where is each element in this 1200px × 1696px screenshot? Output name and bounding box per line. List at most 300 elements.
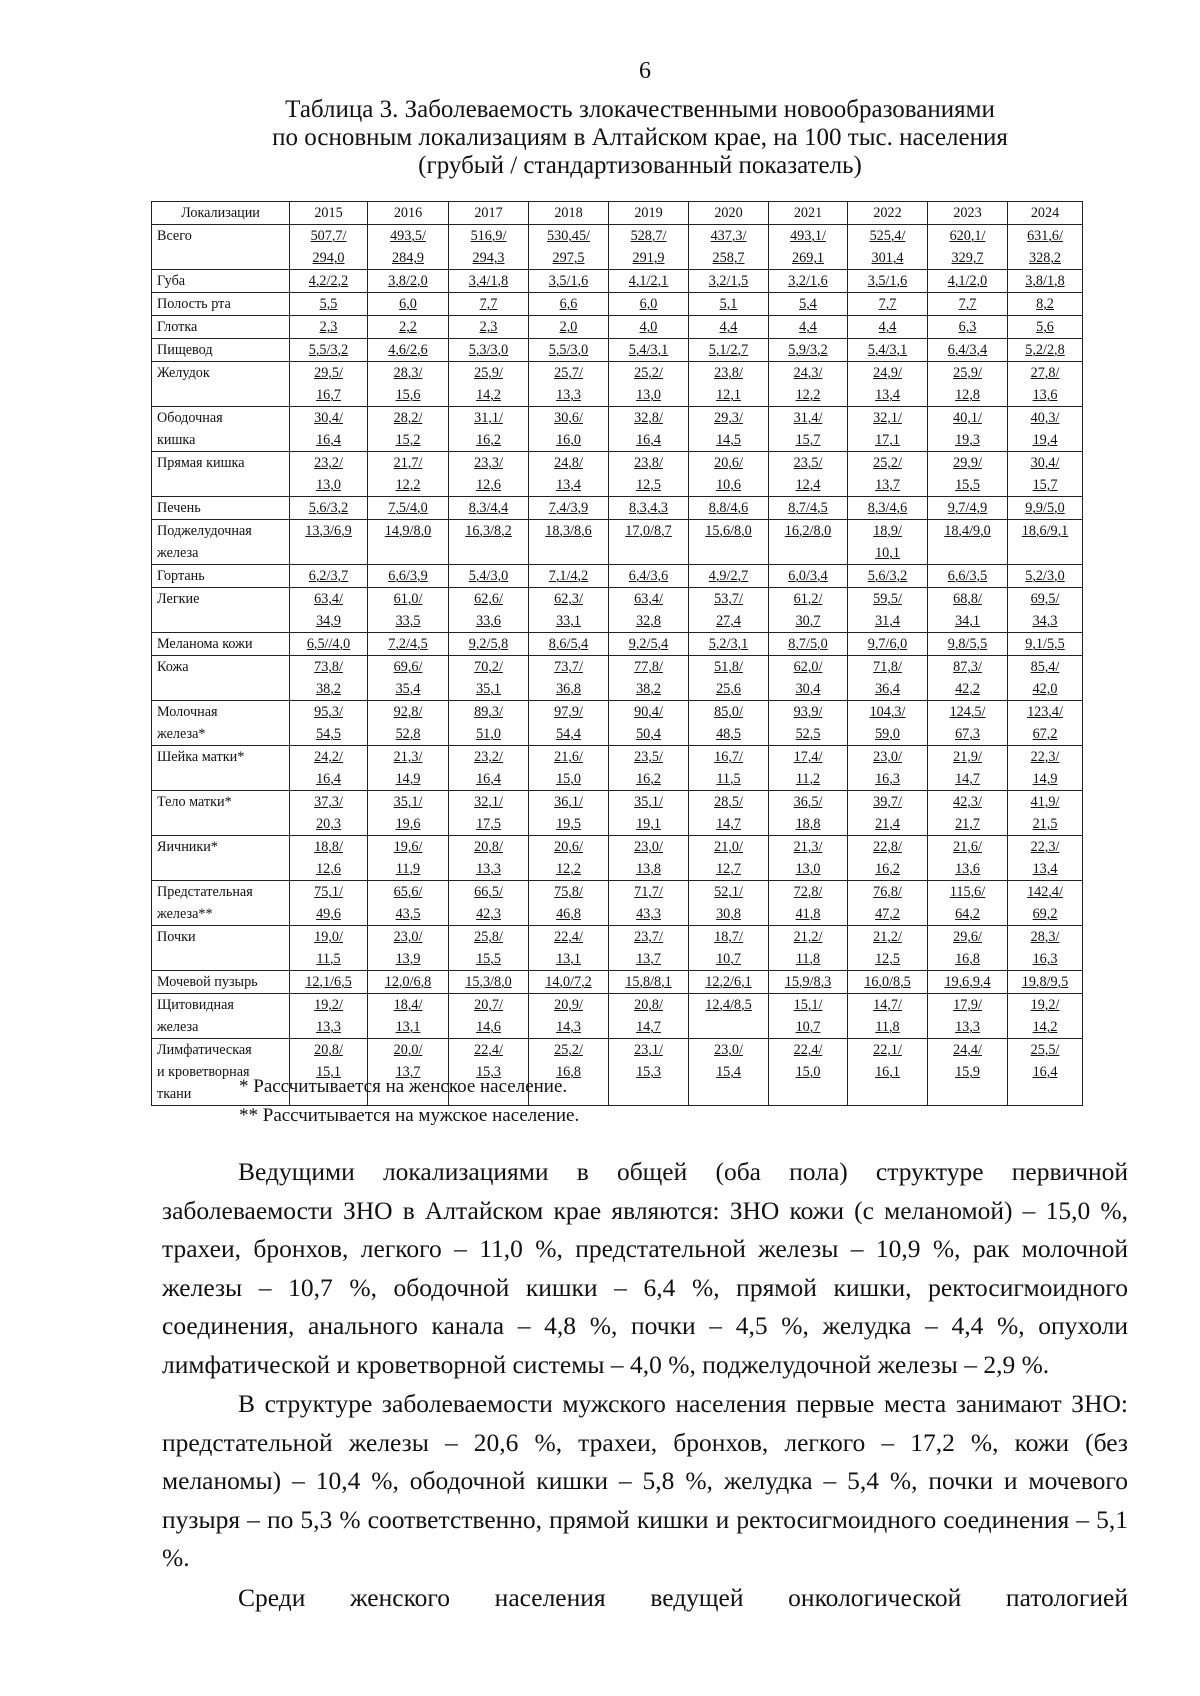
value-text: 87,3/ 42,2	[953, 659, 982, 697]
value-cell	[689, 339, 769, 362]
value-cell	[848, 225, 928, 270]
value-cell	[368, 701, 449, 746]
table-row	[152, 971, 1083, 994]
value-cell	[609, 881, 689, 926]
value-cell	[290, 362, 368, 407]
value-text: 23,8/ 12,1	[714, 365, 743, 403]
value-cell	[769, 293, 848, 316]
value-text: 18,6/9,1	[1021, 523, 1069, 539]
value-text: 14,9/8,0	[384, 523, 432, 539]
page-number: 6	[639, 58, 651, 84]
value-text: 25,7/ 13,3	[554, 365, 583, 403]
value-cell	[368, 270, 449, 293]
value-cell	[769, 994, 848, 1039]
value-text: 12,1/6,5	[305, 974, 352, 990]
value-text: 92,8/ 52,8	[393, 704, 423, 742]
value-text: 93,9/ 52,5	[793, 704, 823, 742]
value-cell	[290, 926, 368, 971]
header-year: 2024	[1008, 202, 1083, 225]
value-cell	[368, 339, 449, 362]
value-cell	[449, 656, 529, 701]
value-cell	[689, 701, 769, 746]
value-text: 5,2/2,8	[1025, 342, 1065, 358]
value-cell	[529, 270, 609, 293]
value-text: 30,4/ 15,7	[1030, 455, 1060, 493]
value-text: 41,9/ 21,5	[1030, 794, 1060, 832]
value-text: 40,1/ 19,3	[953, 410, 982, 448]
localization-cell: Поджелудочная железа	[152, 520, 290, 565]
value-cell	[928, 497, 1008, 520]
value-cell	[769, 270, 848, 293]
value-text: 2,0	[559, 319, 578, 335]
value-cell	[1008, 293, 1083, 316]
value-text: 62,6/ 33,6	[474, 591, 503, 629]
table-row	[152, 656, 1083, 701]
value-text: 4,1/2,1	[628, 273, 669, 289]
value-cell	[769, 633, 848, 656]
value-text: 35,1/ 19,6	[393, 794, 423, 832]
value-text: 5,5/3,0	[548, 342, 589, 358]
value-text: 493,5/ 284,9	[390, 228, 426, 266]
value-text: 23,0/ 15,4	[714, 1042, 743, 1080]
value-text: 52,1/ 30,8	[714, 884, 743, 922]
value-text: 23,3/ 12,6	[474, 455, 503, 493]
value-cell	[848, 836, 928, 881]
value-text: 525,4/ 301,4	[869, 228, 906, 266]
value-cell	[928, 270, 1008, 293]
value-cell	[449, 316, 529, 339]
value-cell	[928, 565, 1008, 588]
value-text: 20,8/ 13,3	[474, 839, 503, 877]
value-cell	[928, 701, 1008, 746]
value-text: 24,8/ 13,4	[554, 455, 583, 493]
value-text: 6,0	[399, 296, 417, 312]
value-cell	[1008, 791, 1083, 836]
value-text: 22,4/ 15,0	[793, 1042, 823, 1080]
value-cell	[769, 881, 848, 926]
value-text: 61,2/ 30,7	[793, 591, 823, 629]
value-cell	[928, 791, 1008, 836]
value-text: 53,7/ 27,4	[714, 591, 743, 629]
value-text: 3,8/1,8	[1025, 273, 1065, 289]
value-text: 24,4/ 15,9	[953, 1042, 982, 1080]
value-text: 6,4/3,4	[947, 342, 988, 358]
value-text: 19,2/ 14,2	[1030, 997, 1060, 1035]
value-cell	[609, 520, 689, 565]
value-cell	[769, 565, 848, 588]
value-cell	[449, 701, 529, 746]
value-text: 18,4/ 13,1	[393, 997, 423, 1035]
value-text: 12,2/6,1	[705, 974, 752, 990]
value-text: 19,6/ 11,9	[393, 839, 423, 877]
localization-cell: Всего	[152, 225, 290, 270]
table-row	[152, 701, 1083, 746]
value-cell	[1008, 588, 1083, 633]
value-text: 23,0/ 16,3	[873, 749, 902, 787]
value-cell	[290, 791, 368, 836]
value-text: 72,8/ 41,8	[793, 884, 823, 922]
value-text: 437,3/ 258,7	[710, 228, 747, 266]
value-text: 19,2/ 13,3	[314, 997, 343, 1035]
value-text: 3,5/1,6	[867, 273, 908, 289]
table-row	[152, 994, 1083, 1039]
value-cell	[290, 994, 368, 1039]
value-cell	[848, 452, 928, 497]
localization-cell: Яичники*	[152, 836, 290, 881]
value-text: 28,3/ 16,3	[1030, 929, 1060, 967]
value-text: 59,5/ 31,4	[873, 591, 902, 629]
value-cell	[689, 971, 769, 994]
value-cell	[928, 1039, 1008, 1106]
value-text: 6,4/3,6	[628, 568, 669, 584]
value-text: 15,1/ 10,7	[793, 997, 823, 1035]
value-text: 620,1/ 329,7	[949, 228, 986, 266]
value-cell	[449, 293, 529, 316]
value-text: 37,3/ 20,3	[314, 794, 343, 832]
value-text: 5,1	[719, 296, 738, 312]
value-cell	[928, 881, 1008, 926]
value-cell	[609, 270, 689, 293]
value-text: 24,9/ 13,4	[873, 365, 902, 403]
value-cell	[848, 316, 928, 339]
value-text: 4,9/2,7	[708, 568, 749, 584]
value-cell	[689, 1039, 769, 1106]
localization-cell: Почки	[152, 926, 290, 971]
value-cell	[449, 565, 529, 588]
localization-cell: Кожа	[152, 656, 290, 701]
value-text: 9,2/5,4	[628, 636, 669, 652]
value-text: 70,2/ 35,1	[474, 659, 503, 697]
value-text: 23,0/ 13,8	[634, 839, 663, 877]
value-text: 23,2/ 13,0	[314, 455, 343, 493]
value-cell	[609, 316, 689, 339]
value-text: 12,0/6,8	[384, 974, 432, 990]
value-cell	[609, 926, 689, 971]
value-cell	[769, 316, 848, 339]
table-row	[152, 452, 1083, 497]
value-text: 32,8/ 16,4	[634, 410, 663, 448]
value-cell	[290, 746, 368, 791]
value-cell	[1008, 836, 1083, 881]
value-text: 7,2/4,5	[388, 636, 428, 652]
value-cell	[368, 971, 449, 994]
value-text: 20,9/ 14,3	[554, 997, 583, 1035]
value-text: 30,4/ 16,4	[314, 410, 343, 448]
value-text: 15,9/8,3	[784, 974, 832, 990]
value-cell	[449, 497, 529, 520]
value-text: 36,5/ 18,8	[793, 794, 823, 832]
value-cell	[1008, 316, 1083, 339]
value-cell	[609, 971, 689, 994]
value-cell	[290, 633, 368, 656]
value-cell	[848, 270, 928, 293]
value-cell	[689, 293, 769, 316]
value-cell	[368, 791, 449, 836]
value-cell	[529, 225, 609, 270]
value-cell	[848, 701, 928, 746]
value-cell	[368, 746, 449, 791]
value-text: 493,1/ 269,1	[790, 228, 826, 266]
value-cell	[529, 994, 609, 1039]
value-cell	[689, 836, 769, 881]
title-line-3: (грубый / стандартизованный показатель)	[418, 152, 862, 179]
value-cell	[449, 588, 529, 633]
value-text: 9,8/5,5	[947, 636, 988, 652]
table-row	[152, 791, 1083, 836]
value-cell	[290, 407, 368, 452]
value-cell	[449, 520, 529, 565]
table-row	[152, 836, 1083, 881]
localization-cell: Шейка матки*	[152, 746, 290, 791]
header-year: 2015	[290, 202, 368, 225]
value-text: 7,1/4,2	[548, 568, 589, 584]
value-text: 8,2	[1036, 296, 1054, 312]
value-cell	[769, 225, 848, 270]
value-text: 3,8/2,0	[388, 273, 428, 289]
value-cell	[290, 520, 368, 565]
value-cell	[609, 339, 689, 362]
value-text: 9,9/5,0	[1025, 500, 1065, 516]
value-cell	[848, 791, 928, 836]
value-text: 21,3/ 13,0	[793, 839, 823, 877]
value-text: 25,9/ 14,2	[474, 365, 503, 403]
value-cell	[290, 316, 368, 339]
table-row	[152, 293, 1083, 316]
value-text: 4,0	[639, 319, 658, 335]
value-cell	[928, 746, 1008, 791]
value-text: 3,4/1,8	[468, 273, 509, 289]
value-text: 25,8/ 15,5	[474, 929, 503, 967]
value-cell	[928, 362, 1008, 407]
value-text: 18,7/ 10,7	[714, 929, 743, 967]
value-text: 20,7/ 14,6	[474, 997, 503, 1035]
value-text: 6,0/3,4	[788, 568, 828, 584]
value-text: 8,8/4,6	[708, 500, 749, 516]
value-cell	[449, 452, 529, 497]
value-text: 23,2/ 16,4	[474, 749, 503, 787]
value-text: 9,2/5,8	[468, 636, 509, 652]
value-text: 16,7/ 11,5	[714, 749, 743, 787]
title-line-2: по основным локализациям в Алтайском крае, на 100 тыс. населения	[272, 124, 1008, 151]
value-text: 68,8/ 34,1	[953, 591, 982, 629]
value-text: 5,6/3,2	[308, 500, 349, 516]
value-text: 8,7/5,0	[788, 636, 828, 652]
value-cell	[529, 836, 609, 881]
value-cell	[609, 588, 689, 633]
value-cell	[1008, 1039, 1083, 1106]
value-text: 95,3/ 54,5	[314, 704, 343, 742]
value-text: 5,2/3,1	[708, 636, 749, 652]
value-cell	[689, 407, 769, 452]
value-text: 5,5	[319, 296, 338, 312]
value-text: 18,9/ 10,1	[873, 523, 902, 561]
value-text: 3,2/1,6	[788, 273, 828, 289]
value-text: 29,5/ 16,7	[314, 365, 343, 403]
value-text: 22,4/ 15,3	[474, 1042, 503, 1080]
value-cell	[609, 452, 689, 497]
value-cell	[290, 701, 368, 746]
value-text: 6,0	[639, 296, 658, 312]
value-text: 17,0/8,7	[625, 523, 672, 539]
value-text: 6,6	[559, 296, 578, 312]
table-header-row	[152, 202, 1083, 225]
value-cell	[609, 293, 689, 316]
value-cell	[609, 656, 689, 701]
value-text: 29,9/ 15,5	[953, 455, 982, 493]
value-cell	[689, 497, 769, 520]
value-text: 18,4/9,0	[944, 523, 991, 539]
value-text: 90,4/ 50,4	[634, 704, 663, 742]
value-text: 6,5//4,0	[306, 636, 351, 652]
value-text: 71,7/ 43,3	[634, 884, 663, 922]
value-cell	[290, 836, 368, 881]
header-year: 2018	[529, 202, 609, 225]
value-cell	[689, 588, 769, 633]
value-cell	[1008, 994, 1083, 1039]
value-cell	[1008, 926, 1083, 971]
value-cell	[290, 971, 368, 994]
table-row	[152, 407, 1083, 452]
value-cell	[689, 791, 769, 836]
value-text: 5,6/3,2	[867, 568, 908, 584]
value-cell	[1008, 497, 1083, 520]
value-text: 104,3/ 59,0	[869, 704, 906, 742]
header-year: 2016	[368, 202, 449, 225]
value-text: 39,7/ 21,4	[873, 794, 902, 832]
value-text: 77,8/ 38,2	[634, 659, 663, 697]
value-cell	[290, 881, 368, 926]
value-text: 30,6/ 16,0	[554, 410, 583, 448]
value-text: 42,3/ 21,7	[953, 794, 982, 832]
value-cell	[368, 316, 449, 339]
value-cell	[1008, 971, 1083, 994]
value-text: 25,2/ 13,7	[873, 455, 902, 493]
paragraph: В структуре заболеваемости мужского населения первые места занимают ЗНО: предстательной железы – 20,6 %, трахеи, бронхов, легкого – 17,2 %, кожи (без меланомы) – 10,4 %, ободочной кишки – 5,8 %, желудка – 5,4 %, почки и мочевого пузыря – по 5,3 % соответственно, прямой кишки и ректосигмоидного соединения – 5,1 %.	[162, 1389, 1128, 1572]
value-cell	[848, 497, 928, 520]
value-cell	[609, 633, 689, 656]
value-text: 23,1/ 15,3	[634, 1042, 663, 1080]
table-row	[152, 881, 1083, 926]
value-cell	[848, 746, 928, 791]
value-cell	[529, 971, 609, 994]
value-cell	[368, 588, 449, 633]
value-text: 19,8/9,5	[1021, 974, 1069, 990]
value-text: 69,5/ 34,3	[1030, 591, 1060, 629]
header-year: 2017	[449, 202, 529, 225]
value-cell	[609, 407, 689, 452]
value-cell	[1008, 701, 1083, 746]
value-text: 40,3/ 19,4	[1030, 410, 1060, 448]
value-text: 21,6/ 13,6	[953, 839, 982, 877]
value-cell	[928, 520, 1008, 565]
localization-cell: Предстательная железа**	[152, 881, 290, 926]
value-cell	[769, 497, 848, 520]
value-cell	[848, 362, 928, 407]
value-text: 7,5/4,0	[388, 500, 428, 516]
table-row	[152, 497, 1083, 520]
value-text: 25,9/ 12,8	[953, 365, 982, 403]
value-cell	[928, 588, 1008, 633]
value-cell	[1008, 656, 1083, 701]
value-text: 17,4/ 11,2	[793, 749, 823, 787]
value-cell	[609, 1039, 689, 1106]
value-cell	[449, 746, 529, 791]
localization-cell: Щитовидная железа	[152, 994, 290, 1039]
value-cell	[769, 1039, 848, 1106]
value-text: 69,6/ 35,4	[393, 659, 423, 697]
value-cell	[928, 656, 1008, 701]
value-text: 31,1/ 16,2	[474, 410, 503, 448]
value-text: 7,4/3,9	[548, 500, 589, 516]
value-cell	[290, 293, 368, 316]
value-cell	[529, 701, 609, 746]
value-cell	[769, 520, 848, 565]
value-cell	[449, 270, 529, 293]
value-cell	[529, 881, 609, 926]
value-text: 28,3/ 15,6	[393, 365, 423, 403]
value-cell	[1008, 362, 1083, 407]
value-cell	[689, 270, 769, 293]
value-text: 123,4/ 67,2	[1027, 704, 1063, 742]
localization-cell: Печень	[152, 497, 290, 520]
value-cell	[290, 270, 368, 293]
value-text: 24,2/ 16,4	[314, 749, 343, 787]
value-cell	[769, 836, 848, 881]
value-cell	[290, 225, 368, 270]
value-text: 51,8/ 25,6	[714, 659, 743, 697]
value-text: 75,8/ 46,8	[554, 884, 583, 922]
value-text: 5,3/3,0	[468, 342, 509, 358]
value-cell	[609, 225, 689, 270]
value-text: 21,2/ 11,8	[793, 929, 823, 967]
value-text: 23,8/ 12,5	[634, 455, 663, 493]
value-cell	[368, 656, 449, 701]
value-text: 4,4	[719, 319, 738, 335]
value-cell	[928, 633, 1008, 656]
value-cell	[769, 588, 848, 633]
value-cell	[290, 452, 368, 497]
value-text: 507,7/ 294,0	[310, 228, 347, 266]
value-cell	[529, 588, 609, 633]
header-year: 2021	[769, 202, 848, 225]
value-text: 4,6/2,6	[388, 342, 428, 358]
header-year: 2019	[609, 202, 689, 225]
value-text: 13,3/6,9	[305, 523, 352, 539]
value-cell	[769, 452, 848, 497]
value-text: 3,2/1,5	[708, 273, 749, 289]
value-cell	[928, 407, 1008, 452]
value-cell	[368, 407, 449, 452]
value-text: 6,6/3,5	[947, 568, 988, 584]
value-cell	[609, 791, 689, 836]
value-cell	[368, 452, 449, 497]
value-cell	[928, 316, 1008, 339]
value-text: 73,8/ 38,2	[314, 659, 343, 697]
value-cell	[368, 633, 449, 656]
value-cell	[368, 994, 449, 1039]
value-cell	[609, 565, 689, 588]
value-cell	[848, 565, 928, 588]
localization-cell: Меланома кожи	[152, 633, 290, 656]
value-cell	[689, 225, 769, 270]
value-text: 5,5/3,2	[308, 342, 349, 358]
value-text: 7,7	[479, 296, 498, 312]
value-cell	[928, 339, 1008, 362]
value-text: 22,3/ 13,4	[1030, 839, 1060, 877]
localization-cell: Губа	[152, 270, 290, 293]
value-text: 8,3/4,6	[867, 500, 908, 516]
localization-cell: Мочевой пузырь	[152, 971, 290, 994]
